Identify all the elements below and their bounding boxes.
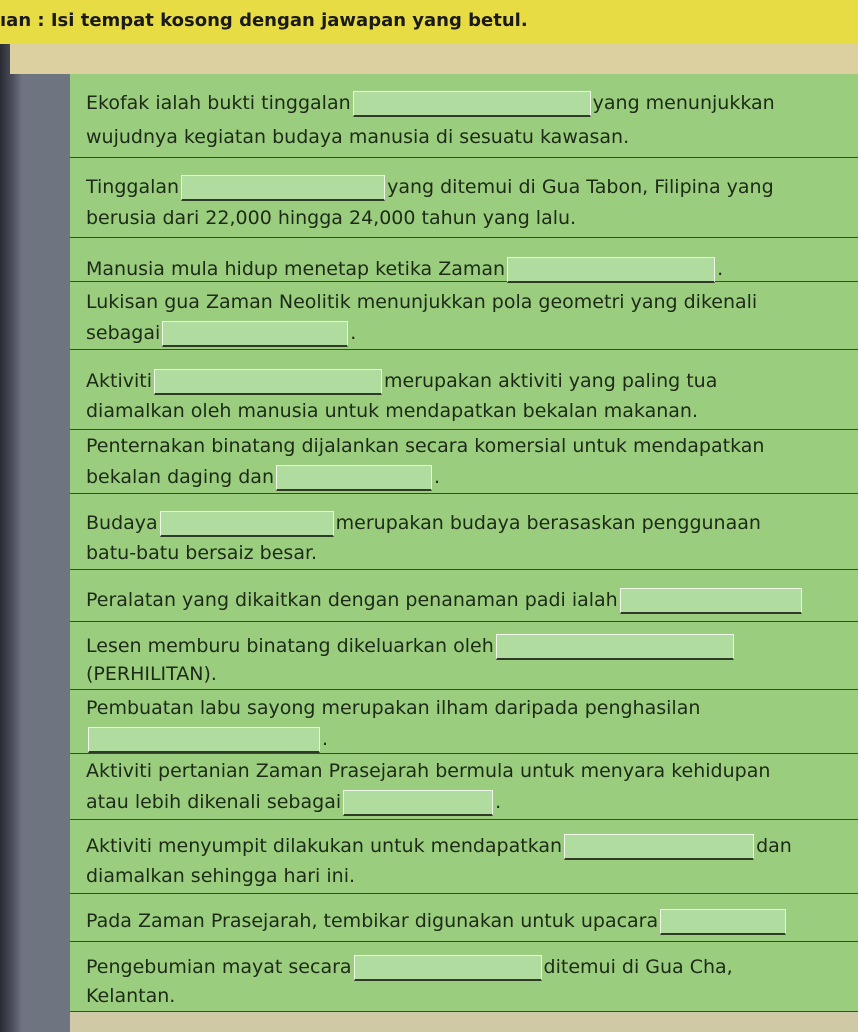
worksheet bbox=[70, 74, 858, 1014]
question-text: wujudnya kegiatan budaya manusia di sesuatu kawasan. bbox=[86, 126, 630, 148]
question-text: merupakan aktiviti yang paling tua bbox=[383, 370, 718, 392]
question-text: merupakan budaya berasaskan penggunaan bbox=[335, 512, 761, 534]
question-5 bbox=[70, 350, 858, 430]
answer-blank[interactable] bbox=[496, 634, 734, 660]
question-text: berusia dari 22,000 hingga 24,000 tahun yang lalu. bbox=[86, 207, 577, 229]
answer-blank[interactable] bbox=[181, 175, 385, 201]
question-text: yang menunjukkan bbox=[592, 92, 775, 114]
question-text: atau lebih dikenali sebagai bbox=[86, 791, 342, 813]
device-edge bbox=[0, 0, 22, 1032]
question-text: . bbox=[434, 466, 441, 488]
question-text: Tinggalan bbox=[86, 176, 180, 198]
answer-blank[interactable] bbox=[343, 790, 493, 816]
question-3 bbox=[70, 238, 858, 282]
answer-blank[interactable] bbox=[162, 321, 348, 347]
question-6 bbox=[70, 430, 858, 494]
question-text: Aktiviti pertanian Zaman Prasejarah bermula untuk menyara kehidupan bbox=[86, 760, 771, 782]
answer-blank[interactable] bbox=[564, 834, 754, 860]
question-text: . bbox=[495, 791, 502, 813]
answer-blank[interactable] bbox=[160, 511, 334, 537]
instruction-text: ıan : Isi tempat kosong dengan jawapan yang betul. bbox=[0, 10, 528, 31]
question-text: (PERHILITAN). bbox=[86, 663, 217, 685]
answer-blank[interactable] bbox=[620, 588, 802, 614]
question-text: Pengebumian mayat secara bbox=[86, 956, 352, 978]
question-13 bbox=[70, 894, 858, 942]
question-text: diamalkan sehingga hari ini. bbox=[86, 865, 356, 887]
question-text: Aktiviti menyumpit dilakukan untuk mendapatkan bbox=[86, 835, 563, 857]
page-top-band bbox=[10, 44, 858, 74]
question-text: Lesen memburu binatang dikeluarkan oleh bbox=[86, 635, 494, 657]
question-text: ditemui di Gua Cha, bbox=[543, 956, 733, 978]
answer-blank[interactable] bbox=[88, 727, 320, 753]
question-text: . bbox=[717, 258, 724, 280]
question-text: Penternakan binatang dijalankan secara komersial untuk mendapatkan bbox=[86, 435, 765, 457]
question-text: . bbox=[322, 728, 329, 750]
question-text: diamalkan oleh manusia untuk mendapatkan bekalan makanan. bbox=[86, 400, 698, 422]
answer-blank[interactable] bbox=[660, 909, 786, 935]
question-text: Peralatan yang dikaitkan dengan penanaman padi ialah bbox=[86, 589, 618, 611]
question-text: Kelantan. bbox=[86, 985, 176, 1007]
question-text: Manusia mula hidup menetap ketika Zaman bbox=[86, 258, 506, 280]
question-text: bekalan daging dan bbox=[86, 466, 274, 488]
answer-blank[interactable] bbox=[154, 369, 382, 395]
question-11 bbox=[70, 754, 858, 820]
question-text: . bbox=[350, 322, 357, 344]
question-text: Aktiviti bbox=[86, 370, 152, 392]
question-text: yang ditemui di Gua Tabon, Filipina yang bbox=[387, 176, 774, 198]
question-text: dan bbox=[756, 835, 792, 857]
question-2 bbox=[70, 158, 858, 238]
answer-blank[interactable] bbox=[354, 955, 542, 981]
question-text: sebagai bbox=[86, 322, 161, 344]
question-text: Pada Zaman Prasejarah, tembikar digunakan untuk upacara bbox=[86, 910, 659, 932]
question-text: Pembuatan labu sayong merupakan ilham daripada penghasilan bbox=[86, 697, 701, 719]
question-14 bbox=[70, 942, 858, 1012]
question-7 bbox=[70, 494, 858, 570]
answer-blank[interactable] bbox=[276, 465, 432, 491]
answer-blank[interactable] bbox=[353, 91, 591, 117]
question-text: Budaya bbox=[86, 512, 158, 534]
question-text: batu-batu bersaiz besar. bbox=[86, 542, 318, 564]
page-bottom-band bbox=[70, 1012, 858, 1032]
instruction-bar bbox=[0, 0, 858, 44]
question-text: Lukisan gua Zaman Neolitik menunjukkan pola geometri yang dikenali bbox=[86, 291, 758, 313]
answer-blank[interactable] bbox=[507, 257, 715, 283]
question-text: Ekofak ialah bukti tinggalan bbox=[86, 92, 351, 114]
question-12 bbox=[70, 820, 858, 894]
question-8 bbox=[70, 570, 858, 622]
question-1 bbox=[70, 74, 858, 158]
question-4 bbox=[70, 282, 858, 350]
question-9 bbox=[70, 622, 858, 690]
question-10 bbox=[70, 690, 858, 754]
